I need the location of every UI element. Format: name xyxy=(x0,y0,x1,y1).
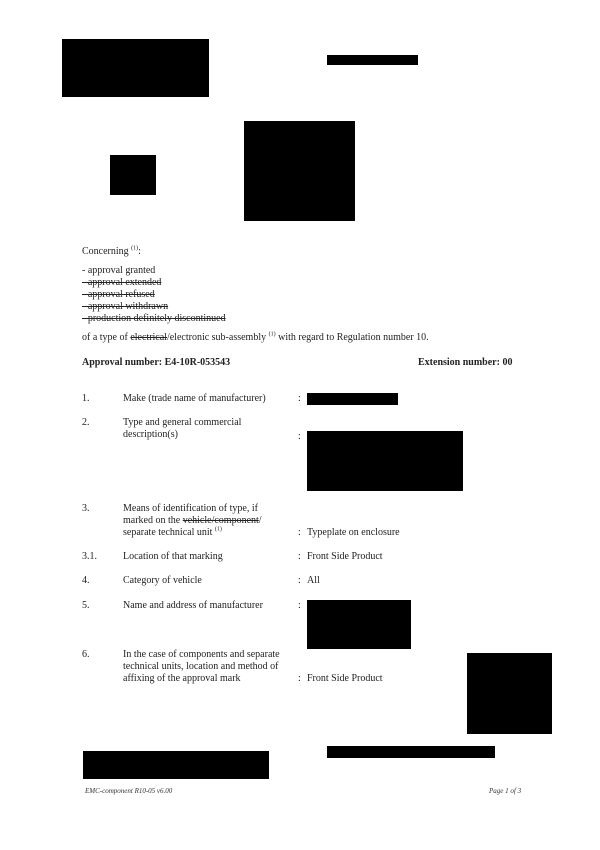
concerning-option: - production definitely discontinued xyxy=(82,313,226,324)
redacted-manufacturer-value xyxy=(307,600,411,649)
footnote-ref: (1) xyxy=(268,331,276,338)
footnote-ref: (1) xyxy=(214,526,222,533)
item-colon: : xyxy=(298,527,301,538)
item-number: 6. xyxy=(82,649,90,660)
item-label-approval-mark: In the case of components and separate xyxy=(123,649,280,660)
approval-number: Approval number: E4-10R-053543 xyxy=(82,357,231,368)
redacted-header-logo xyxy=(62,39,209,97)
item-value-marking-location: Front Side Product xyxy=(307,551,383,562)
redacted-emblem xyxy=(244,121,355,221)
item-colon: : xyxy=(298,673,301,684)
concerning-label: Concerning xyxy=(82,246,129,257)
item-label-manufacturer: Name and address of manufacturer xyxy=(123,600,263,611)
item-colon: : xyxy=(298,393,301,404)
redacted-type-value xyxy=(307,431,463,491)
item-number: 2. xyxy=(82,417,90,428)
redacted-make-value xyxy=(307,393,398,405)
concerning-option: - approval withdrawn xyxy=(82,301,169,312)
item-colon: : xyxy=(298,575,301,586)
item-label-identification: marked on the vehicle/component/ xyxy=(123,515,262,526)
concerning-heading: Concerning $^{(1)}$: xyxy=(82,245,141,257)
item-number: 3. xyxy=(82,503,90,514)
item-label-approval-mark: affixing of the approval mark xyxy=(123,673,241,684)
item-value-category: All xyxy=(307,575,320,586)
item-label-make: Make (trade name of manufacturer) xyxy=(123,393,266,404)
item-label-type: Type and general commercial xyxy=(123,417,242,428)
item-colon: : xyxy=(298,551,301,562)
item-label-marking-location: Location of that marking xyxy=(123,551,223,562)
item-number: 3.1. xyxy=(82,551,97,562)
redacted-small-mark xyxy=(110,155,156,195)
type-of-line: of a type of electrical/electronic sub-assembly $^{(1)}$ with regard to Regulation number 10. xyxy=(82,331,429,343)
footer-form-id: EMC-component R10-05 v6.00 xyxy=(85,787,173,795)
concerning-option: - approval granted xyxy=(82,265,156,276)
item-colon: : xyxy=(298,431,301,442)
footer-page-number: Page 1 of 3 xyxy=(489,787,522,795)
extension-number: Extension number: 00 xyxy=(418,357,513,368)
concerning-option: - approval extended xyxy=(82,277,162,288)
redacted-approval-mark xyxy=(467,653,552,734)
redacted-signature xyxy=(83,751,269,779)
item-number: 5. xyxy=(82,600,90,611)
item-label-category: Category of vehicle xyxy=(123,575,202,586)
concerning-option: - approval refused xyxy=(82,289,155,300)
item-label-type: description(s) xyxy=(123,429,178,440)
item-value-identification: Typeplate on enclosure xyxy=(307,527,400,538)
footnote-ref: (1) xyxy=(131,245,139,252)
item-number: 4. xyxy=(82,575,90,586)
item-colon: : xyxy=(298,600,301,611)
item-label-approval-mark: technical units, location and method of xyxy=(123,661,279,672)
item-value-approval-mark: Front Side Product xyxy=(307,673,383,684)
item-label-identification: Means of identification of type, if xyxy=(123,503,258,514)
item-number: 1. xyxy=(82,393,90,404)
redacted-header-line xyxy=(327,55,418,65)
item-label-identification: separate technical unit $^{(1)}$ xyxy=(123,526,222,538)
redacted-signature-line xyxy=(327,746,495,758)
